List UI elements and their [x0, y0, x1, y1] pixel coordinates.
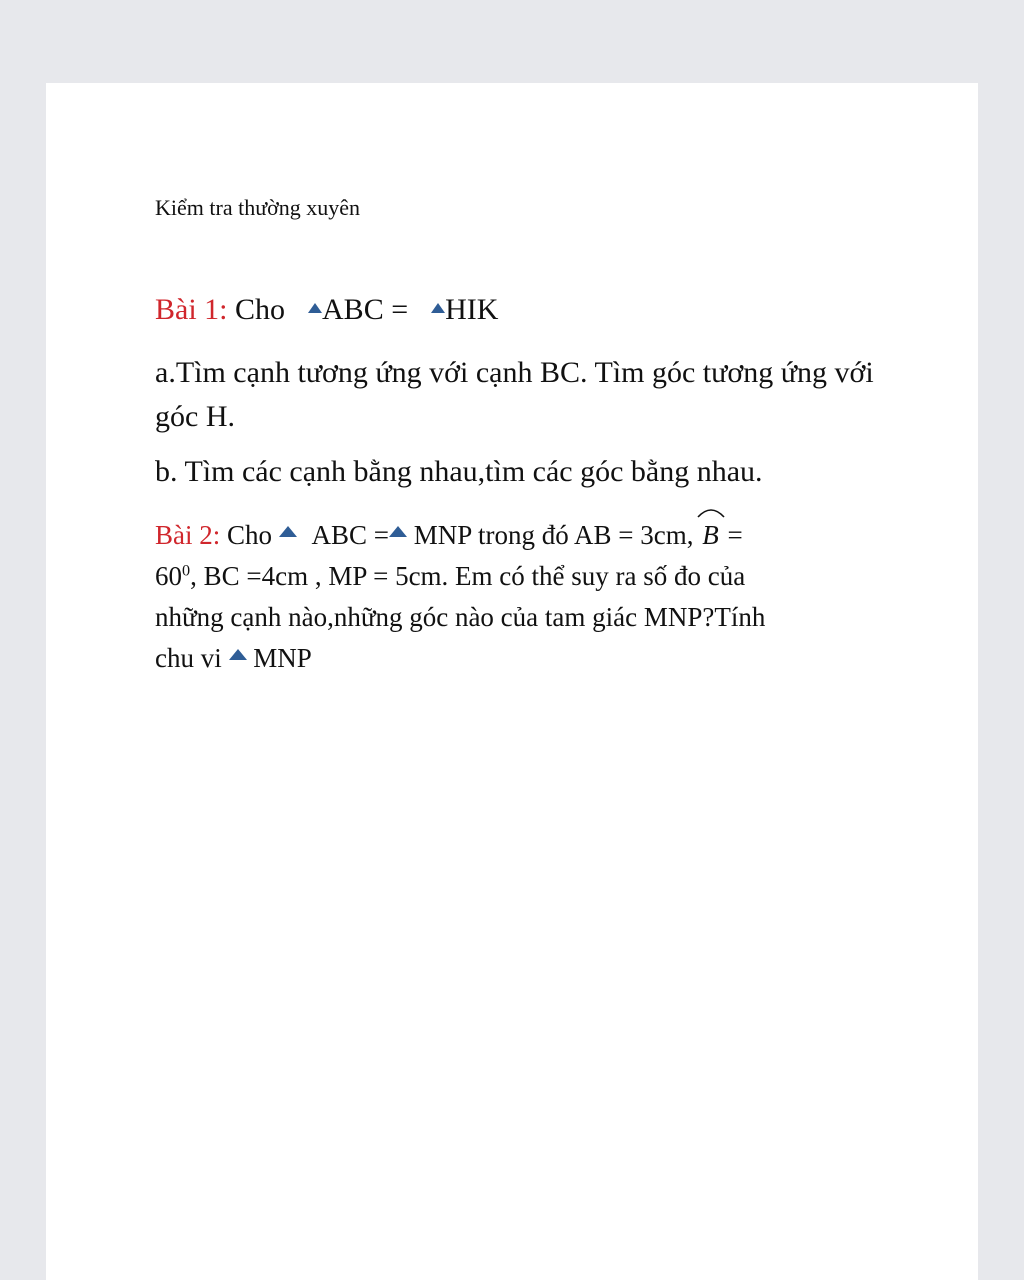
exercise-1-part-a: a.Tìm cạnh tương ứng với cạnh BC. Tìm góc tương ứng với góc H. [155, 356, 874, 433]
triangle-symbol-icon [389, 526, 407, 537]
exercise-1-heading [155, 293, 498, 327]
document-page [46, 83, 978, 1280]
triangle-symbol-icon [229, 649, 247, 660]
exercise-1-part-b: b. Tìm các cạnh bằng nhau,tìm các góc bằng nhau. [155, 455, 763, 488]
exercise-2 [155, 515, 875, 679]
exercise-2-line-2 [155, 556, 875, 597]
exercise-2-cho: Cho [227, 520, 273, 550]
triangle-symbol-icon [431, 303, 445, 313]
triangle-abc: ABC = [322, 293, 409, 326]
exercise-2-line-3: những cạnh nào,những góc nào của tam giác MNP?Tính [155, 602, 766, 632]
angle-equals: = [727, 520, 743, 550]
triangle-abc-2: ABC = [311, 520, 390, 550]
triangle-symbol-icon [279, 526, 297, 537]
angle-b-letter: B [702, 520, 719, 550]
exercise-2-line-4 [155, 638, 875, 679]
triangle-hik: HIK [445, 293, 499, 326]
degree-mark: 0 [182, 561, 191, 580]
angle-hat-icon [696, 505, 726, 519]
exercise-1-cho: Cho [235, 293, 286, 326]
exercise-1-label: Bài 1: [155, 293, 228, 326]
exercise-2-line-1 [155, 515, 875, 556]
triangle-mnp-clause: MNP trong đó AB = 3cm, [413, 520, 694, 550]
triangle-mnp: MNP [253, 643, 312, 673]
triangle-symbol-icon [308, 303, 322, 313]
exercise-2-label: Bài 2: [155, 520, 221, 550]
angle-value: 60 [155, 561, 182, 591]
angle-b [702, 515, 719, 556]
exercise-2-line-2-rest: , BC =4cm , MP = 5cm. Em có thể suy ra số đo của [190, 561, 746, 591]
document-header: Kiểm tra thường xuyên [155, 195, 361, 220]
exercise-2-chu-vi: chu vi [155, 643, 222, 673]
